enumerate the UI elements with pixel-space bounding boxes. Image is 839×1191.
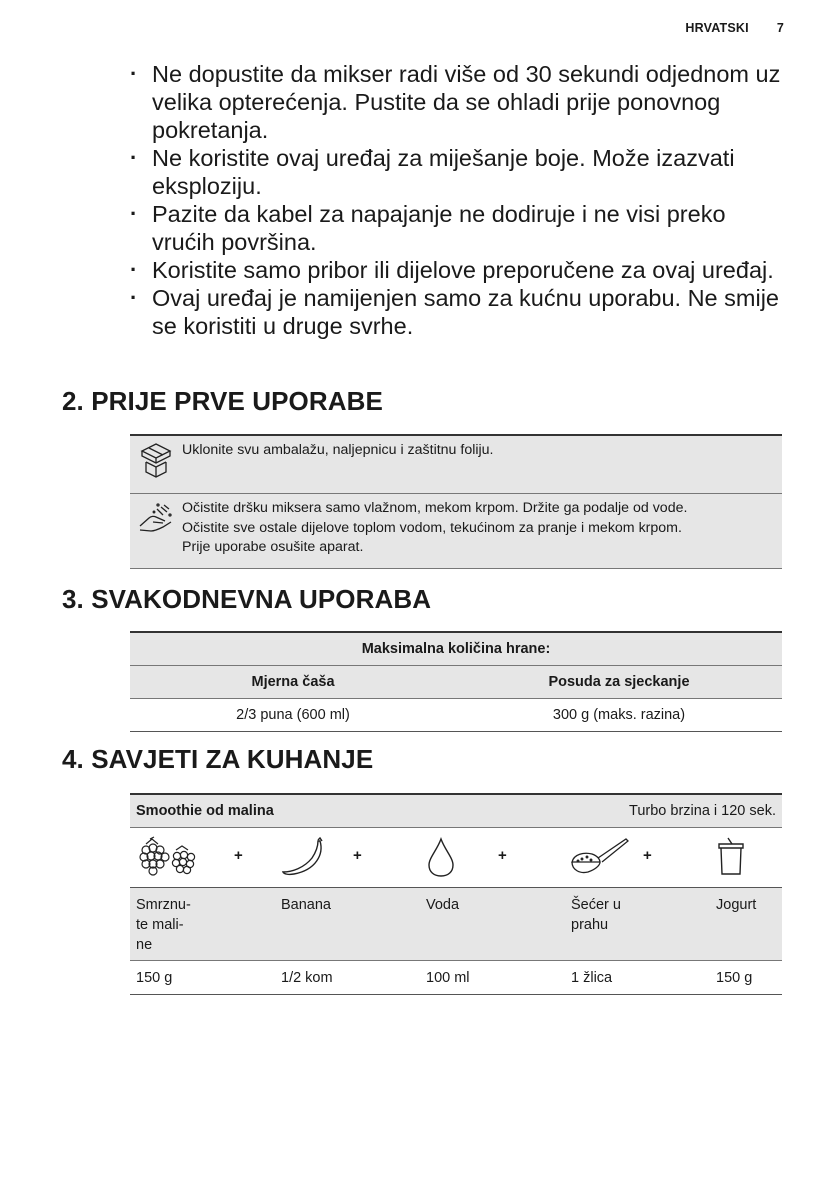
bullet-item: · Ne koristite ovaj uređaj za miješanje boje. Može izazvati eksploziju. — [130, 144, 790, 200]
section-2-heading: 2. PRIJE PRVE UPORABE — [62, 386, 383, 416]
ingredient-name — [571, 895, 621, 935]
packaging-box-icon — [130, 436, 182, 493]
ingredient-amount: 150 g — [136, 970, 173, 986]
cleaning-hand-icon — [130, 494, 182, 568]
name-line: Voda — [426, 897, 460, 913]
plus-sign: + — [353, 847, 362, 864]
yogurt-cup-icon — [716, 836, 746, 883]
recipe-setting: Turbo brzina i 120 sek. — [629, 803, 776, 819]
section-4-heading: 4. SAVJETI ZA KUHANJE — [62, 744, 374, 774]
ingredient-amount: 1 žlica — [571, 970, 613, 986]
max-quantity-table — [130, 631, 782, 732]
note-packaging — [130, 436, 782, 494]
note-cleaning-line: Očistite dršku miksera samo vlažnom, mekom krpom. Držite ga podalje od vode. — [182, 500, 688, 516]
table-row — [130, 632, 782, 665]
plus-sign: + — [498, 847, 507, 864]
name-line: te mali- — [136, 917, 184, 933]
safety-bullet-list — [130, 60, 790, 340]
header-chopper-bowl: Posuda za sjeckanje — [456, 665, 782, 698]
name-line: prahu — [571, 917, 609, 933]
header-measuring-cup: Mjerna čaša — [130, 665, 456, 698]
ingredient-names-row — [130, 888, 782, 961]
ingredient-amount: 1/2 kom — [281, 970, 333, 986]
ingredient-name — [136, 895, 191, 955]
bullet-item: · Pazite da kabel za napajanje ne dodiruje i ne visi preko vrućih površina. — [130, 200, 790, 256]
name-line: ne — [136, 937, 153, 953]
bullet-item: · Koristite samo pribor ili dijelove preporučene za ovaj uređaj. — [130, 256, 790, 284]
recipe-name: Smoothie od malina — [136, 803, 274, 819]
bullet-item: · Ovaj uređaj je namijenjen samo za kućnu uporabu. Ne smije se koristiti u druge svrhe. — [130, 284, 790, 340]
recipe-table — [130, 793, 782, 995]
sugar-spoon-icon — [570, 836, 630, 883]
before-first-use-notes — [130, 434, 782, 569]
section-3-heading: 3. SVAKODNEVNA UPORABA — [62, 584, 432, 614]
note-cleaning-line: Prije uporabe osušite aparat. — [182, 539, 364, 555]
plus-sign: + — [234, 847, 243, 864]
note-packaging-text: Uklonite svu ambalažu, naljepnicu i zaštitnu foliju. — [182, 442, 494, 458]
name-line: Smrznu- — [136, 897, 191, 913]
note-cleaning — [130, 494, 782, 569]
ingredient-amount: 150 g — [716, 970, 753, 986]
raspberries-icon — [136, 836, 200, 883]
ingredient-name — [281, 895, 331, 915]
note-cleaning-text — [182, 494, 687, 568]
recipe-title-row — [130, 795, 782, 828]
banana-icon — [280, 836, 328, 883]
page-number: 7 — [776, 21, 784, 35]
plus-sign: + — [643, 847, 652, 864]
value-chopper-bowl: 300 g (maks. razina) — [456, 698, 782, 731]
table-row — [130, 665, 782, 698]
water-drop-icon — [426, 836, 456, 883]
name-line: Šećer u — [571, 897, 621, 913]
bullet-item: · Ne dopustite da mikser radi više od 30 sekundi odjednom uz velika opterećenja. Pustite da se ohladi prije ponovnog pokretanja. — [130, 60, 790, 144]
name-line: Banana — [281, 897, 331, 913]
ingredient-icons-row — [130, 828, 782, 888]
ingredient-amount: 100 ml — [426, 970, 470, 986]
ingredient-name — [426, 895, 459, 915]
name-line: Jogurt — [716, 897, 757, 913]
note-cleaning-line: Očistite sve ostale dijelove toplom vodom, tekućinom za pranje i mekom krpom. — [182, 519, 682, 536]
ingredient-name — [716, 895, 756, 915]
page-header — [685, 21, 784, 35]
table-row — [130, 698, 782, 731]
table-title: Maksimalna količina hrane: — [130, 632, 782, 665]
ingredient-amounts-row — [130, 961, 782, 995]
value-measuring-cup: 2/3 puna (600 ml) — [130, 698, 456, 731]
header-language: HRVATSKI — [685, 21, 749, 35]
